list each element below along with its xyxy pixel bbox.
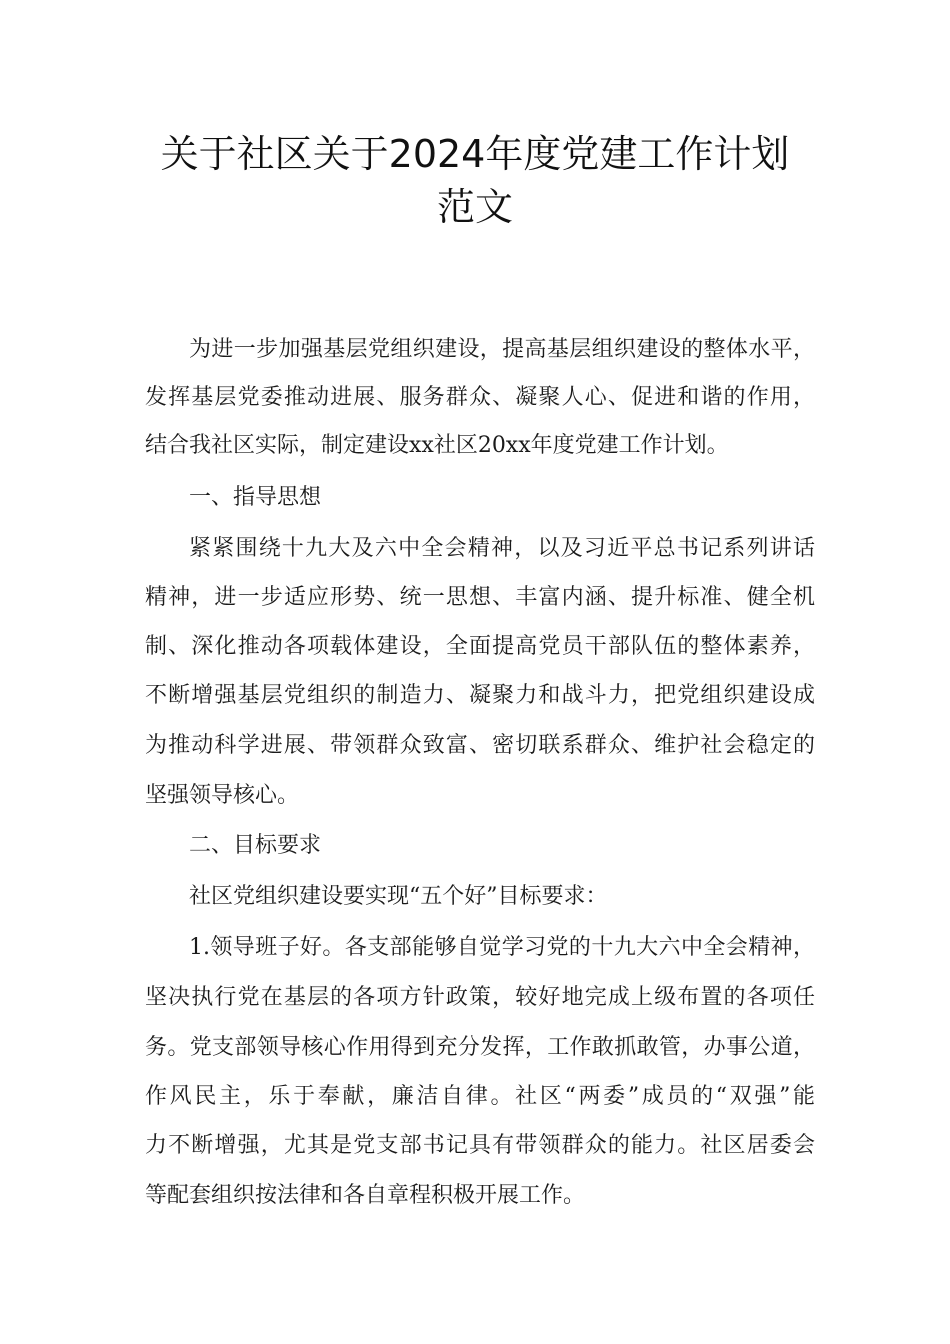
- paragraph-line: 发挥基层党委推动进展、服务群众、凝聚人心、促进和谐的作用，: [145, 385, 815, 410]
- section-heading: 二、目标要求: [189, 833, 322, 858]
- paragraph-line: 等配套组织按法律和各自章程积极开展工作。: [145, 1183, 586, 1208]
- paragraph-line: 坚决执行党在基层的各项方针政策，较好地完成上级布置的各项任: [145, 985, 815, 1010]
- paragraph-line: 力不断增强，尤其是党支部书记具有带领群众的能力。社区居委会: [145, 1133, 815, 1158]
- paragraph-line: 社区党组织建设要实现“五个好”目标要求：: [189, 884, 608, 909]
- paragraph-line: 1.领导班子好。各支部能够自觉学习党的十九大六中全会精神，: [189, 935, 815, 960]
- paragraph-line: 坚强领导核心。: [145, 783, 300, 808]
- paragraph-line: 为推动科学进展、带领群众致富、密切联系群众、维护社会稳定的: [145, 733, 815, 758]
- paragraph-line: 结合我社区实际，制定建设xx社区20xx年度党建工作计划。: [145, 433, 729, 458]
- paragraph-line: 务。党支部领导核心作用得到充分发挥，工作敢抓敢管，办事公道，: [145, 1035, 815, 1060]
- section-heading: 一、指导思想: [189, 485, 322, 510]
- paragraph-line: 不断增强基层党组织的制造力、凝聚力和战斗力，把党组织建设成: [145, 683, 815, 708]
- document-title-line-1: 关于社区关于2024年度党建工作计划: [160, 132, 790, 176]
- paragraph-line: 作风民主，乐于奉献，廉洁自律。社区“两委”成员的“双强”能: [145, 1084, 815, 1109]
- paragraph-line: 为进一步加强基层党组织建设，提高基层组织建设的整体水平，: [189, 337, 815, 362]
- paragraph-line: 精神，进一步适应形势、统一思想、丰富内涵、提升标准、健全机: [145, 585, 815, 610]
- document-title-line-2: 范文: [436, 185, 513, 229]
- paragraph-line: 制、深化推动各项载体建设，全面提高党员干部队伍的整体素养，: [145, 634, 815, 659]
- paragraph-line: 紧紧围绕十九大及六中全会精神，以及习近平总书记系列讲话: [189, 536, 815, 561]
